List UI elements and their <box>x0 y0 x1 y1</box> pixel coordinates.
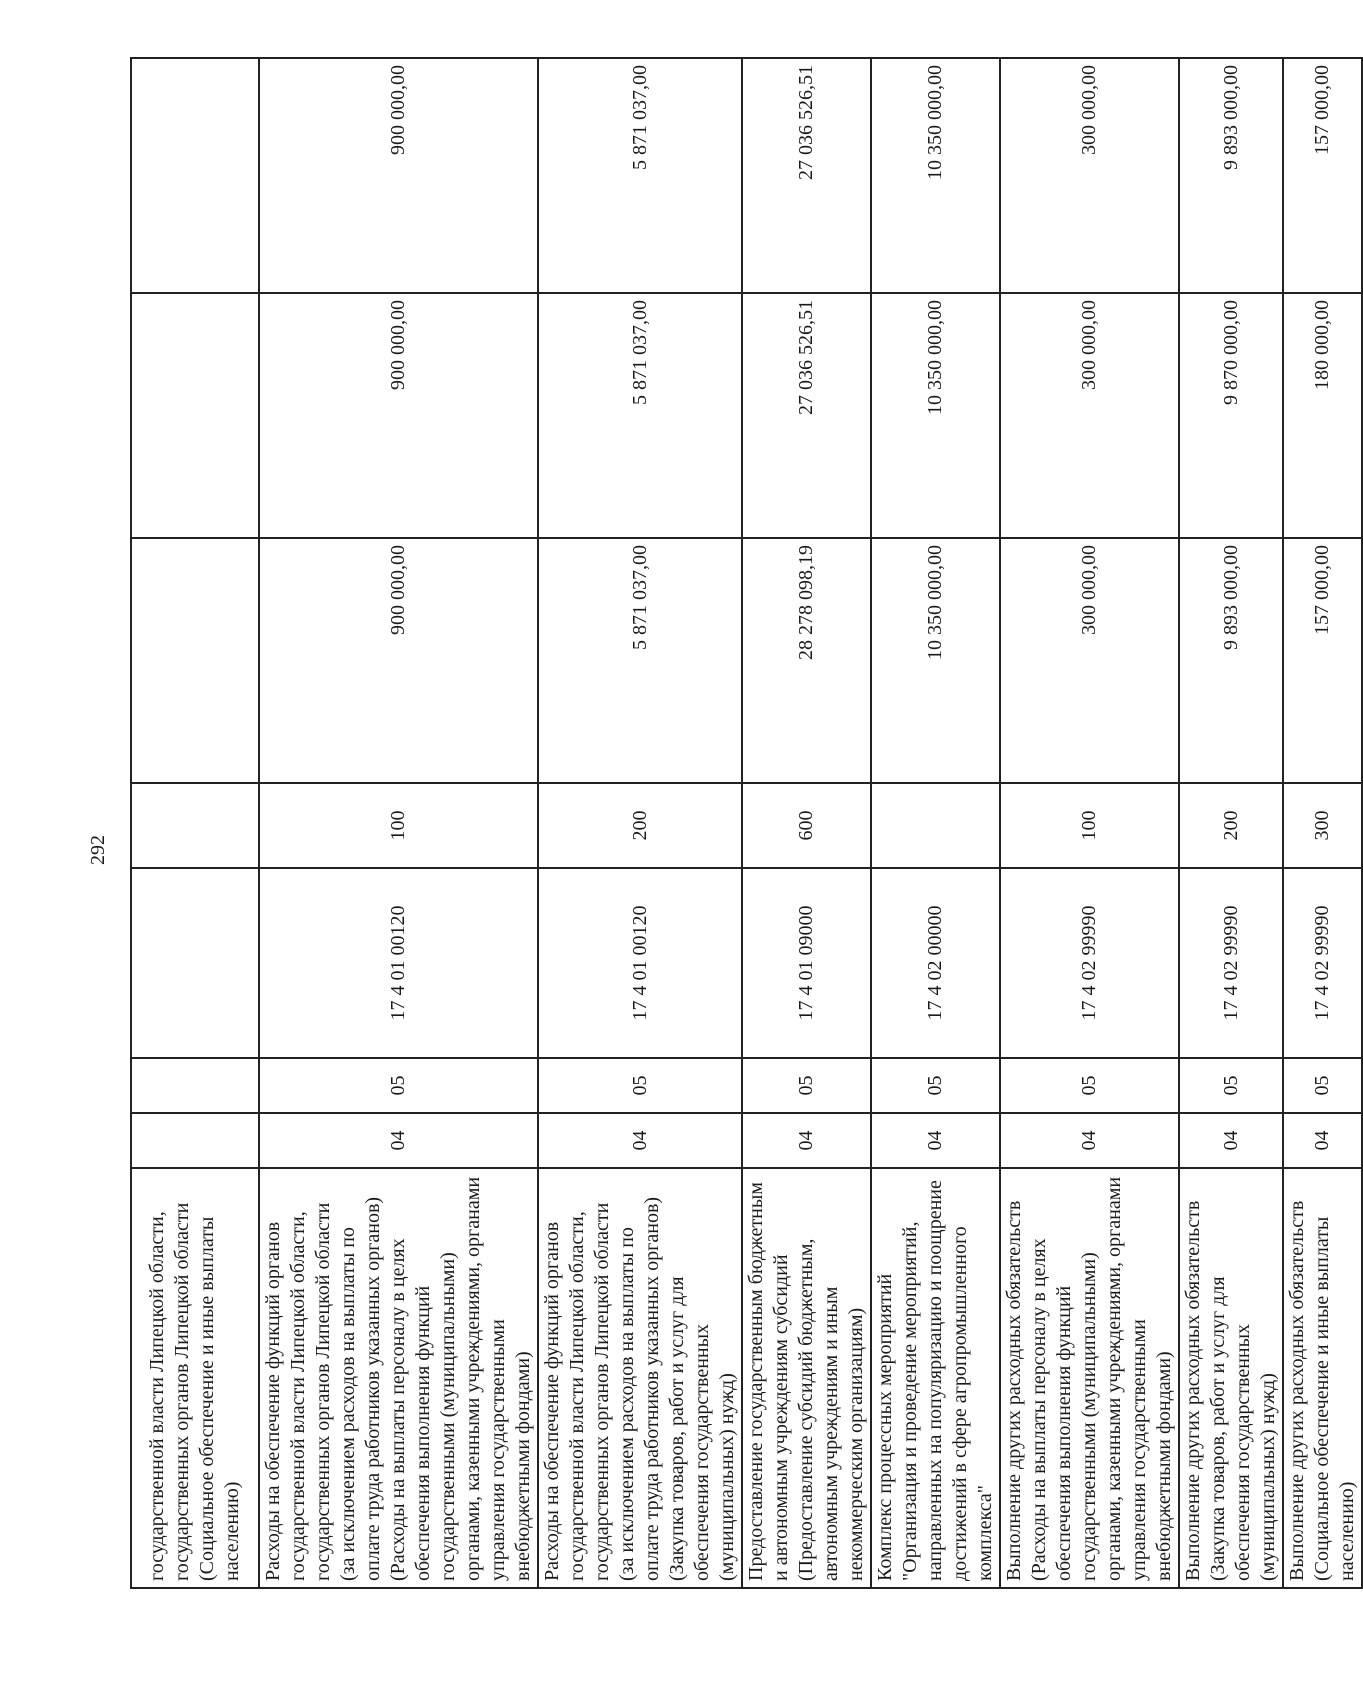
page-number: 292 <box>87 835 109 865</box>
target-article-code: 17 4 01 00120 <box>259 868 538 1058</box>
amount-year-1: 9 893 000,00 <box>1179 538 1283 783</box>
amount-year-2: 9 870 000,00 <box>1179 293 1283 538</box>
target-article-code: 17 4 02 99990 <box>1000 868 1179 1058</box>
budget-table <box>130 57 1363 1589</box>
expense-type-code: 100 <box>259 783 538 868</box>
expense-type-code <box>871 783 1000 868</box>
section-code <box>131 1058 259 1113</box>
amount-year-2: 27 036 526,51 <box>742 293 871 538</box>
section-code: 05 <box>538 1058 742 1113</box>
row-description: Комплекс процессных мероприятий "Организация и проведение мероприятий, направленных на популяризацию и поощрение достижений в сфере агропромышленного комплекса" <box>871 1168 1000 1588</box>
target-article-code: 17 4 01 09000 <box>742 868 871 1058</box>
section-code: 05 <box>742 1058 871 1113</box>
row-description: Расходы на обеспечение функций органов государственной власти Липецкой области, государственных органов Липецкой области (за исключением расходов на выплаты по оплате труда работников указанных органов) (Закупка товаров, работ и услуг для обеспечения государственных (муниципальных) нужд) <box>538 1168 742 1588</box>
ministry-code: 04 <box>259 1113 538 1168</box>
amount-year-2: 5 871 037,00 <box>538 293 742 538</box>
ministry-code: 04 <box>1283 1113 1362 1168</box>
amount-year-3 <box>131 58 259 293</box>
amount-year-1: 5 871 037,00 <box>538 538 742 783</box>
amount-year-1: 10 350 000,00 <box>871 538 1000 783</box>
section-code: 05 <box>871 1058 1000 1113</box>
row-description: Расходы на обеспечение функций органов государственной власти Липецкой области, государственных органов Липецкой области (за исключением расходов на выплаты по оплате труда работников указанных органов) (Расходы на выплаты персоналу в целях обеспечения выполнения функций государственными (муниципальными) органами, казенными учреждениями, органами управления государственными внебюджетными фондами) <box>259 1168 538 1588</box>
row-description: Выполнение других расходных обязательств (Социальное обеспечение и иные выплаты населению) <box>1283 1168 1362 1588</box>
target-article-code: 17 4 01 00120 <box>538 868 742 1058</box>
amount-year-2: 180 000,00 <box>1283 293 1362 538</box>
amount-year-2 <box>131 293 259 538</box>
table-row <box>1179 58 1283 1588</box>
section-code: 05 <box>1179 1058 1283 1113</box>
table-row <box>871 58 1000 1588</box>
section-code: 05 <box>1000 1058 1179 1113</box>
amount-year-1: 300 000,00 <box>1000 538 1179 783</box>
ministry-code: 04 <box>538 1113 742 1168</box>
target-article-code <box>131 868 259 1058</box>
row-description: Выполнение других расходных обязательств (Расходы на выплаты персоналу в целях обеспечения выполнения функций государственными (муниципальными) органами, казенными учреждениями, органами управления государственными внебюджетными фондами) <box>1000 1168 1179 1588</box>
section-code: 05 <box>1283 1058 1362 1113</box>
row-description: Выполнение других расходных обязательств (Закупка товаров, работ и услуг для обеспечения государственных (муниципальных) нужд) <box>1179 1168 1283 1588</box>
expense-type-code: 300 <box>1283 783 1362 868</box>
amount-year-2: 900 000,00 <box>259 293 538 538</box>
expense-type-code: 600 <box>742 783 871 868</box>
table-row <box>1283 58 1362 1588</box>
amount-year-1 <box>131 538 259 783</box>
amount-year-3: 900 000,00 <box>259 58 538 293</box>
table-row <box>742 58 871 1588</box>
amount-year-1: 157 000,00 <box>1283 538 1362 783</box>
expense-type-code: 200 <box>538 783 742 868</box>
table-body <box>131 58 1362 1588</box>
amount-year-3: 10 350 000,00 <box>871 58 1000 293</box>
ministry-code: 04 <box>871 1113 1000 1168</box>
row-description: Предоставление государственным бюджетным и автономным учреждениям субсидий (Предоставление субсидий бюджетным, автономным учреждениям и иным некоммерческим организациям) <box>742 1168 871 1588</box>
table-row <box>1000 58 1179 1588</box>
amount-year-1: 28 278 098,19 <box>742 538 871 783</box>
amount-year-2: 300 000,00 <box>1000 293 1179 538</box>
amount-year-1: 900 000,00 <box>259 538 538 783</box>
table-row <box>538 58 742 1588</box>
expense-type-code: 100 <box>1000 783 1179 868</box>
target-article-code: 17 4 02 99990 <box>1283 868 1362 1058</box>
amount-year-3: 5 871 037,00 <box>538 58 742 293</box>
amount-year-3: 157 000,00 <box>1283 58 1362 293</box>
expense-type-code: 200 <box>1179 783 1283 868</box>
ministry-code: 04 <box>742 1113 871 1168</box>
ministry-code: 04 <box>1179 1113 1283 1168</box>
amount-year-2: 10 350 000,00 <box>871 293 1000 538</box>
target-article-code: 17 4 02 99990 <box>1179 868 1283 1058</box>
table-row <box>259 58 538 1588</box>
section-code: 05 <box>259 1058 538 1113</box>
amount-year-3: 9 893 000,00 <box>1179 58 1283 293</box>
row-description: государственной власти Липецкой области, государственных органов Липецкой области (Социальное обеспечение и иные выплаты населению) <box>131 1168 259 1588</box>
ministry-code: 04 <box>1000 1113 1179 1168</box>
rotated-table-container <box>130 59 1358 1589</box>
target-article-code: 17 4 02 00000 <box>871 868 1000 1058</box>
expense-type-code <box>131 783 259 868</box>
amount-year-3: 27 036 526,51 <box>742 58 871 293</box>
ministry-code <box>131 1113 259 1168</box>
table-row <box>131 58 259 1588</box>
amount-year-3: 300 000,00 <box>1000 58 1179 293</box>
